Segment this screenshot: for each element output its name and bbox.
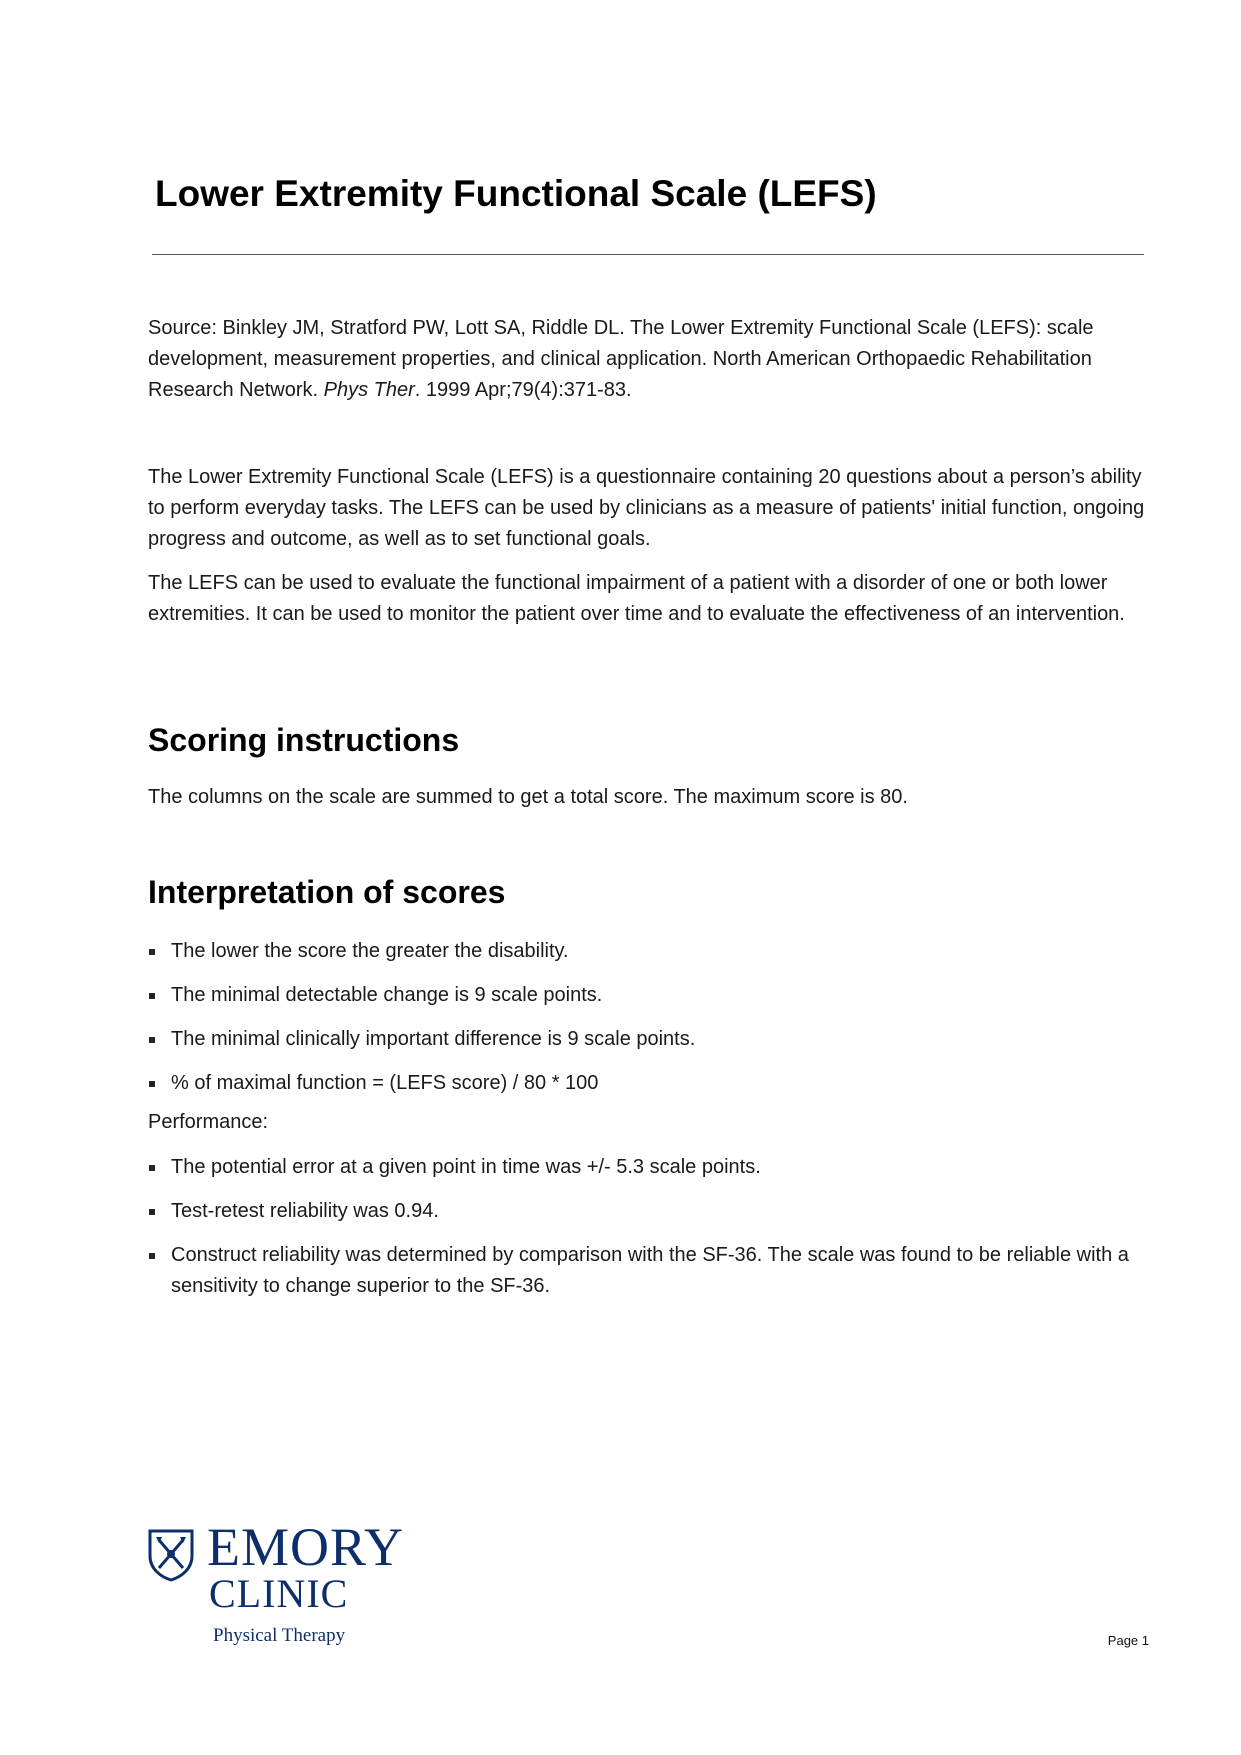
emory-clinic-logo [147,1517,427,1650]
source-text: Source: Binkley JM, Stratford PW, Lott SA, Riddle DL. The Lower Extremity Functional Scale (LEFS): scale development, measurement properties, and clinical application. North American Orthopaedic Rehabilitation Research Network. [148,317,1094,401]
intro-paragraph-1: The Lower Extremity Functional Scale (LEFS) is a questionnaire containing 20 questions about a person’s ability to perform everyday tasks. The LEFS can be used by clinicians as a measure of patients' initial function, ongoing progress and outcome, as well as to set functional goals. [148,466,1145,550]
bullet-icon [149,1165,155,1171]
bullet-icon [149,993,155,999]
bullet-icon [149,1209,155,1215]
list-item: The potential error at a given point in time was +/- 5.3 scale points. [148,1152,1148,1183]
list-item: The minimal clinically important difference is 9 scale points. [148,1024,1148,1055]
bullet-icon [149,1081,155,1087]
list-item: Test-retest reliability was 0.94. [148,1196,1148,1227]
shield-icon [147,1528,195,1582]
journal-name: Phys Ther [323,379,415,401]
logo-clinic-text: CLINIC [209,1571,349,1616]
intro-paragraph-2: The LEFS can be used to evaluate the functional impairment of a patient with a disorder of one or both lower extremities. It can be used to monitor the patient over time and to evaluate the effectiveness of an intervention. [148,572,1125,625]
page-number: Page 1 [1107,1633,1149,1648]
source-citation [148,313,1148,406]
performance-label: Performance: [148,1111,269,1133]
title-divider [152,254,1144,255]
scoring-text: The columns on the scale are summed to get a total score. The maximum score is 80. [148,786,908,808]
list-item: % of maximal function = (LEFS score) / 80 * 100 [148,1068,1148,1099]
logo-emory-text: EMORY [207,1517,405,1577]
list-item: The lower the score the greater the disability. [148,936,1148,967]
bullet-icon [149,949,155,955]
bullet-icon [149,1037,155,1043]
interpretation-heading: Interpretation of scores [148,874,506,910]
interpretation-list [148,936,1148,1099]
scoring-heading: Scoring instructions [148,722,460,758]
page-title: Lower Extremity Functional Scale (LEFS) [155,173,877,214]
bullet-icon [149,1253,155,1259]
list-item: Construct reliability was determined by comparison with the SF-36. The scale was found to be reliable with a sensitivity to change superior to the SF-36. [148,1240,1148,1302]
performance-list [148,1152,1148,1302]
list-item: The minimal detectable change is 9 scale points. [148,980,1148,1011]
source-details: . 1999 Apr;79(4):371-83. [414,379,632,401]
logo-subtitle: Physical Therapy [213,1625,346,1646]
